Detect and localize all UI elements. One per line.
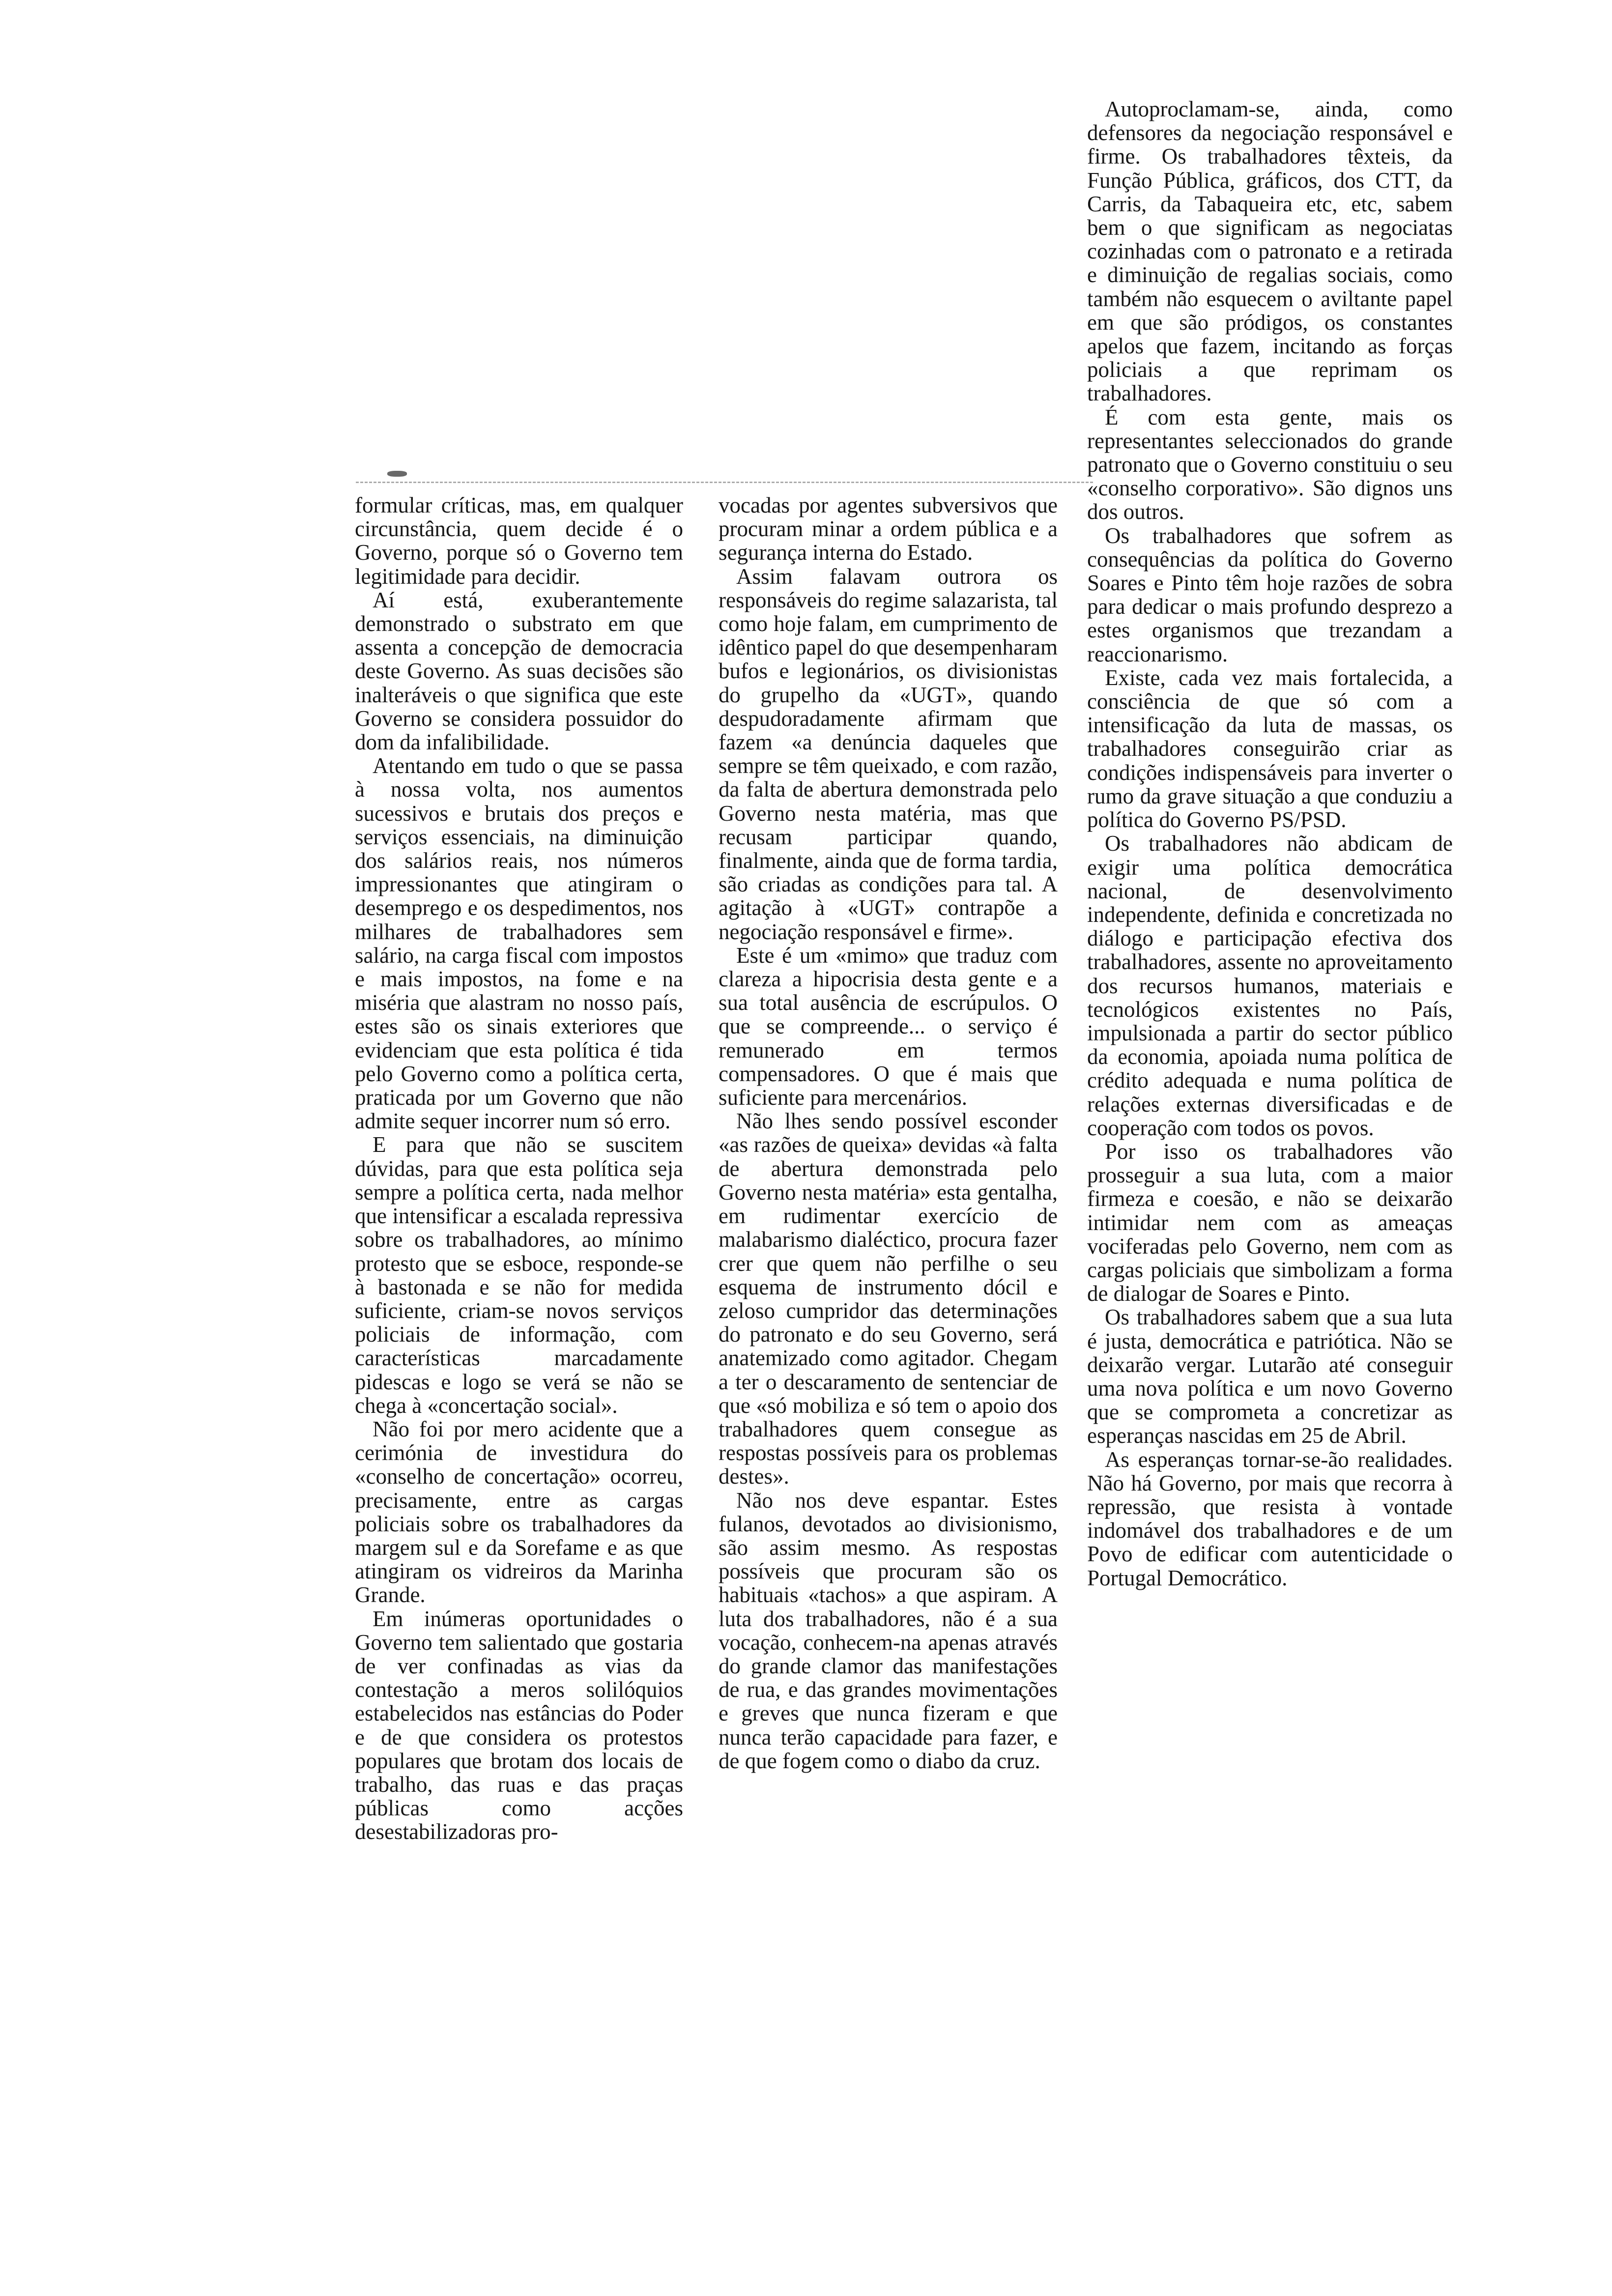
paragraph: Em inúmeras oportunidades o Governo tem salientado que gostaria de ver confinadas as vias da contestação a meros solilóquios estabelecidos nas estâncias do Poder e de que considera os protestos populares que brotam dos locais de trabalho, das ruas e das praças públicas como acções desestabilizadoras pro-: [355, 1606, 683, 1844]
paragraph: Autoproclamam-se, ainda, como defensores da negociação responsável e firme. Os trabalhadores têxteis, da Função Pública, gráficos, dos CTT, da Carris, da Tabaqueira etc, etc, sabem bem o que significam as negociatas cozinhadas com o patronato e a retirada e diminuição de regalias sociais, como também não esquecem o aviltante papel em que são pródigos, os constantes apelos que fazem, incitando as forças policiais a que reprimam os trabalhadores.: [1087, 97, 1453, 406]
paragraph: formular críticas, mas, em qualquer circunstância, quem decide é o Governo, porque só o Governo tem legitimidade para decidir.: [355, 493, 683, 589]
paragraph: Aí está, exuberantemente demonstrado o substrato em que assenta a concepção de democracia deste Governo. As suas decisões são inalteráveis o que significa que este Governo se considera possuidor do dom da infalibilidade.: [355, 587, 683, 755]
paragraph: vocadas por agentes subversivos que procuram minar a ordem pública e a segurança interna do Estado.: [719, 493, 1058, 565]
paragraph: Os trabalhadores que sofrem as consequências da política do Governo Soares e Pinto têm hoje razões de sobra para dedicar o mais profundo desprezo a estes organismos que trezandam a reaccionarismo.: [1087, 523, 1453, 666]
paragraph: Assim falavam outrora os responsáveis do regime salazarista, tal como hoje falam, em cumprimento de idêntico papel do que desempenharam bufos e legionários, os divisionistas do grupelho da «UGT», quando despudoradamente afirmam que fazem «a denúncia daqueles que sempre se têm queixado, e com razão, da falta de abertura demonstrada pelo Governo nesta matéria, mas que recusam participar quando, finalmente, ainda que de forma tardia, são criadas as condições para tal. A agitação à «UGT» contrapõe a negociação responsável e firme».: [719, 564, 1058, 944]
paragraph: Os trabalhadores não abdicam de exigir uma política democrática nacional, de desenvolvimento independente, definida e concretizada no diálogo e participação efectiva dos trabalhadores, assente no aproveitamento dos recursos humanos, materiais e tecnológicos existentes no País, impulsionada a partir do sector público da economia, apoiada numa política de crédito adequada e numa política de relações externas diversificadas e de cooperação com todos os povos.: [1087, 831, 1453, 1140]
paragraph: Este é um «mimo» que traduz com clareza a hipocrisia desta gente e a sua total ausência de escrúpulos. O que se compreende... o serviço é remunerado em termos compensadores. O que é mais que suficiente para mercenários.: [719, 943, 1058, 1110]
paragraph: Não foi por mero acidente que a cerimónia de investidura do «conselho de concertação» ocorreu, precisamente, entre as cargas policiais sobre os trabalhadores da margem sul e da Sorefame e as que atingiram os vidreiros da Marinha Grande.: [355, 1416, 683, 1607]
paragraph: Por isso os trabalhadores vão prosseguir a sua luta, com a maior firmeza e coesão, e não se deixarão intimidar nem com as ameaças vociferadas pelo Governo, nem com as cargas policiais que simbolizam a forma de dialogar de Soares e Pinto.: [1087, 1139, 1453, 1306]
paragraph: Não lhes sendo possível esconder «as razões de queixa» devidas «à falta de abertura demonstrada pelo Governo nesta matéria» esta gentalha, em rudimentar exercício de malabarismo dialéctico, procura fazer crer que quem não perfilhe o seu esquema de instrumento dócil e zeloso cumpridor das determinações do patronato e do seu Governo, será anatemizado como agitador. Chegam a ter o descaramento de sentenciar de que «só mobiliza e só tem o apoio dos trabalhadores quem consegue as respostas possíveis para os problemas destes».: [719, 1109, 1058, 1489]
article-column-left: [355, 493, 683, 1844]
column-top-rule: [356, 482, 1093, 483]
paragraph: Existe, cada vez mais fortalecida, a consciência de que só com a intensificação da luta de massas, os trabalhadores conseguirão criar as condições indispensáveis para inverter o rumo da grave situação a que conduziu a política do Governo PS/PSD.: [1087, 665, 1453, 832]
print-smudge: [387, 471, 407, 477]
paragraph: É com esta gente, mais os representantes seleccionados do grande patronato que o Governo constituiu o seu «conselho corporativo». São dignos uns dos outros.: [1087, 404, 1453, 524]
paragraph: As esperanças tornar-se-ão realidades. Não há Governo, por mais que recorra à repressão, que resista à vontade indomável dos trabalhadores e de um Povo de edificar com autenticidade o Portugal Democrático.: [1087, 1447, 1453, 1590]
paragraph: Não nos deve espantar. Estes fulanos, devotados ao divisionismo, são assim mesmo. As respostas possíveis que procuram são os habituais «tachos» a que aspiram. A luta dos trabalhadores, não é a sua vocação, conhecem-na apenas através do grande clamor das manifestações de rua, e das grandes movimentações e greves que nunca fizeram e que nunca terão capacidade para fazer, e de que fogem como o diabo da cruz.: [719, 1488, 1058, 1773]
paragraph: Os trabalhadores sabem que a sua luta é justa, democrática e patriótica. Não se deixarão vergar. Lutarão até conseguir uma nova política e um novo Governo que se comprometa a concretizar as esperanças nascidas em 25 de Abril.: [1087, 1305, 1453, 1448]
paragraph: Atentando em tudo o que se passa à nossa volta, nos aumentos sucessivos e brutais dos preços e serviços essenciais, na diminuição dos salários reais, nos números impressionantes que atingiram o desemprego e os despedimentos, nos milhares de trabalhadores sem salário, na carga fiscal com impostos e mais impostos, na fome e na miséria que alastram no nosso país, estes são os sinais exteriores que evidenciam que esta política é tida pelo Governo como a política certa, praticada por um Governo que não admite sequer incorrer num só erro.: [355, 753, 683, 1134]
article-column-middle: [719, 493, 1058, 1773]
article-column-right: [1087, 97, 1453, 1590]
paragraph: E para que não se suscitem dúvidas, para que esta política seja sempre a política certa, nada melhor que intensificar a escalada repressiva sobre os trabalhadores, ao mínimo protesto que se esboce, responde-se à bastonada e se não for medida suficiente, criam-se novos serviços policiais de informação, com características marcadamente pidescas e logo se verá se não se chega à «concertação social».: [355, 1132, 683, 1418]
